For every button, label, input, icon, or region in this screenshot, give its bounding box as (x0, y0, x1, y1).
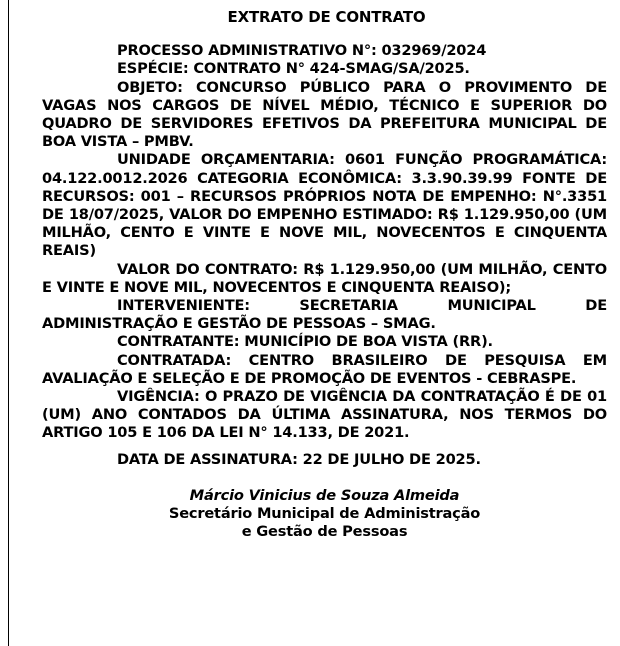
contracted-party: CONTRATADA: CENTRO BRASILEIRO DE PESQUISA EM AVALIAÇÃO E SELEÇÃO E DE PROMOÇÃO DE EVENTOS - CEBRASPE. (42, 351, 607, 387)
signatory-role: Secretário Municipal de Administração (168, 505, 481, 523)
signatory-name: Márcio Vinicius de Souza Almeida (189, 486, 460, 504)
budget-unit: UNIDADE ORÇAMENTARIA: 0601 FUNÇÃO PROGRAMÁTICA: 04.122.0012.2026 CATEGORIA ECONÔMICA: 3.3.90.39.99 FONTE DE RECURSOS: 001 – RECURSOS PRÓPRIOS NOTA DE EMPENHO: N°.3351 DE 18/07/2025, VALOR DO EMPENHO ESTIMADO: R$ 1.129.950,00 (UM MILHÃO, CENTO E VINTE E NOVE MIL, NOVECENTOS E CINQUENTA REAIS) (42, 151, 607, 260)
contract-term: VIGÊNCIA: O PRAZO DE VIGÊNCIA DA CONTRATAÇÃO É DE 01 (UM) ANO CONTADOS DA ÚLTIMA ASSINATURA, NOS TERMOS DO ARTIGO 105 E 106 DA LEI N° 14.133, DE 2021. (42, 388, 607, 442)
contract-object: OBJETO: CONCURSO PÚBLICO PARA O PROVIMENTO DE VAGAS NOS CARGOS DE NÍVEL MÉDIO, TÉCNICO E SUPERIOR DO QUADRO DE SERVIDORES EFETIVOS DA PREFEITURA MUNICIPAL DE BOA VISTA – PMBV. (42, 78, 607, 151)
contract-type: ESPÉCIE: CONTRATO N° 424-SMAG/SA/2025. (117, 60, 470, 78)
document-title: EXTRATO DE CONTRATO (227, 8, 426, 26)
signatory-role-continued: e Gestão de Pessoas (241, 523, 408, 541)
signature-block (42, 487, 607, 542)
left-border-rule (8, 0, 9, 646)
process-number: PROCESSO ADMINISTRATIVO N°: 032969/2024 (117, 42, 487, 60)
contract-extract (42, 8, 607, 541)
contract-value: VALOR DO CONTRATO: R$ 1.129.950,00 (UM MILHÃO, CENTO E VINTE E NOVE MIL, NOVECENTOS E CINQUENTA REAISO); (42, 260, 607, 296)
intervening-party: INTERVENIENTE: SECRETARIA MUNICIPAL DE ADMINISTRAÇÃO E GESTÃO DE PESSOAS – SMAG. (42, 297, 607, 333)
signature-date: DATA DE ASSINATURA: 22 DE JULHO DE 2025. (117, 450, 481, 468)
contracting-party: CONTRATANTE: MUNICÍPIO DE BOA VISTA (RR). (117, 333, 493, 351)
